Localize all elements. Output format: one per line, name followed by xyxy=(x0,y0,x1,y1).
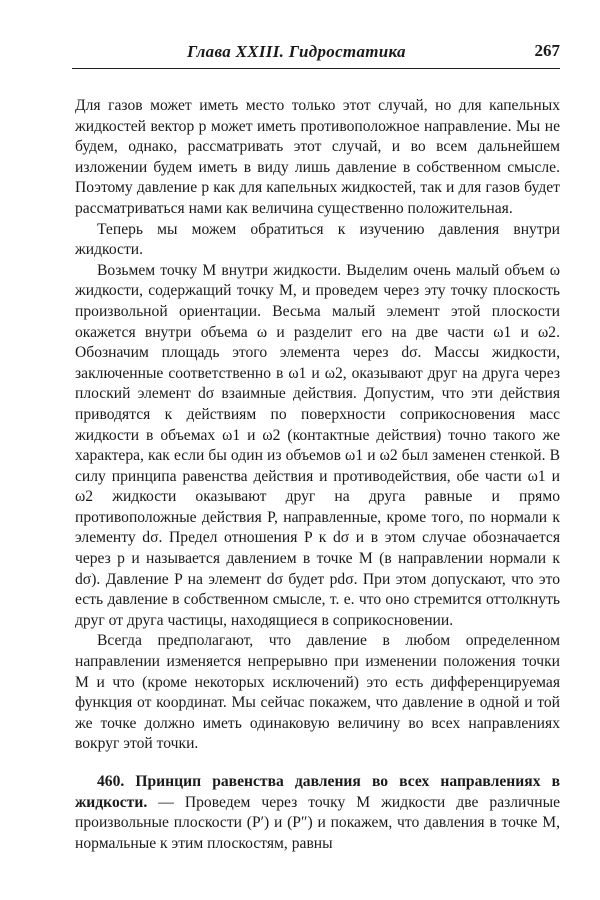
paragraph-2: Теперь мы можем обратиться к изучению давления внутри жидкости. xyxy=(75,220,560,259)
section-heading: 460. Принцип равенства давления во всех направлениях в жидкости. xyxy=(75,773,560,811)
running-header xyxy=(72,38,560,69)
paragraph-3: Возьмем точку M внутри жидкости. Выделим очень малый объем ω жидкости, содержащий точку M, и проведем через эту точку плоскость произвольной ориентации. Весьма малый элемент этой плоскости окажется внутри объема ω и разделит его на две части ω1 и ω2. Обозначим площадь этого элемента через dσ. Массы жидкости, заключенные соответственно в ω1 и ω2, оказывают друг на друга через плоский элемент dσ взаимные действия. Допустим, что эти действия приводятся к действиям по поверхности соприкосновения масс жидкости в объемах ω1 и ω2 (контактные действия) точно такого же характера, как если бы один из объемов ω1 и ω2 был заменен стенкой. В силу принципа равенства действия и противодействия, обе части ω1 и ω2 жидкости оказывают друг на друга равные и прямо противоположные действия P, направленные, кроме того, по нормали к элементу dσ. Предел отношения P к dσ и в этом случае обозначается через p и называется давлением в точке M (в направлении нормали к dσ). Давление P на элемент dσ будет pdσ. При этом допускают, что это есть давление в собственном смысле, т. е. что оно стремится оттолкнуть друг от друга частицы, находящиеся в соприкосновении. xyxy=(75,261,560,629)
paragraph-1: Для газов может иметь место только этот случай, но для капельных жидкостей вектор p может иметь противоположное направление. Мы не будем, однако, рассматривать этот случай, и во всем дальнейшем изложении будем иметь в виду лишь давление в собственном смысле. Поэтому давление p как для капельных жидкостей, так и для газов будет рассматриваться нами как величина существенно положительная. xyxy=(75,97,560,217)
section-text: — Проведем через точку M жидкости две различные произвольные плоскости (P′) и (P″) и покажем, что давления в точке M, нормальные к этим плоскостям, равны xyxy=(75,793,560,852)
paragraph-4: Всегда предполагают, что давление в любом определенном направлении изменяется непрерывно при изменении положения точки M и что (кроме некоторых исключений) это есть дифференцируемая функция от координат. Мы сейчас покажем, что давление в одной и той же точке должно иметь одинаковую величину во всех направлениях вокруг этой точки. xyxy=(75,632,560,753)
page-number: 267 xyxy=(534,41,560,60)
chapter-title: Глава XXIII. Гидростатика xyxy=(187,42,406,61)
section-460 xyxy=(75,772,560,854)
body-text xyxy=(75,96,560,854)
